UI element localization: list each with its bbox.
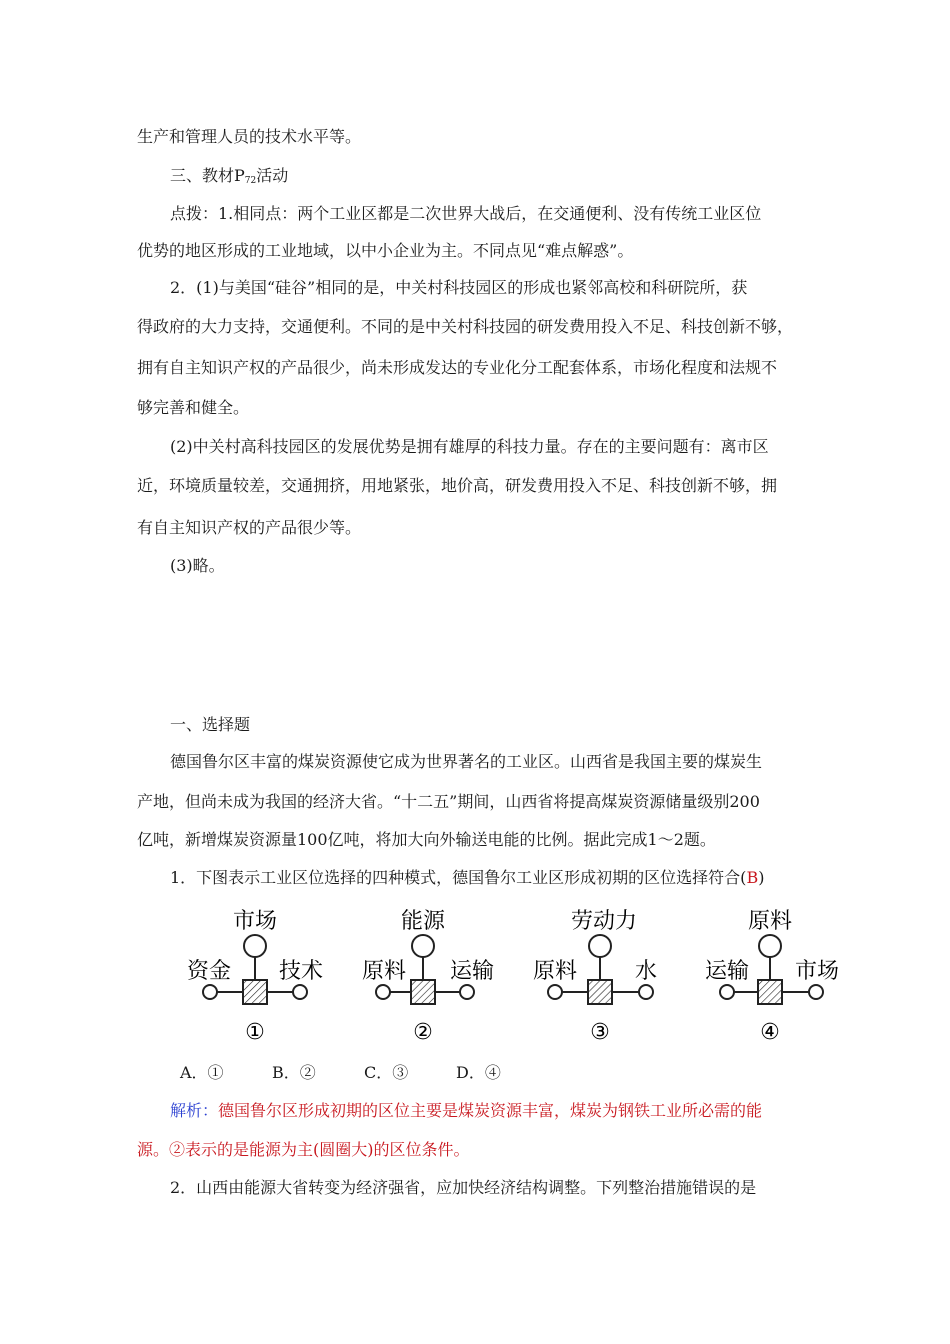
mode-1-top-label: 市场 <box>232 909 278 934</box>
mode-2-top-label: 能源 <box>400 909 446 934</box>
mode-3-left-node <box>548 985 562 999</box>
mode-3 <box>533 909 657 1045</box>
option-d: D．④ <box>456 1063 501 1082</box>
mode-4-top-node <box>759 935 781 957</box>
mode-3-number: ③ <box>590 1020 610 1045</box>
mode-2-top-node <box>412 935 434 957</box>
part-heading-choice: 一、选择题 <box>170 715 251 734</box>
mode-1-number: ① <box>245 1020 265 1045</box>
mode-2-right-node <box>460 985 474 999</box>
answer2b-line-1: (2)中关村高科技园区的发展优势是拥有雄厚的科技力量。存在的主要问题有：离市区 <box>170 437 769 456</box>
mode-1-top-node <box>244 935 266 957</box>
answer2b-line-2: 近，环境质量较差，交通拥挤，用地紧张，地价高，研发费用投入不足、科技创新不够，拥 <box>137 476 778 495</box>
mode-4-top-label: 原料 <box>747 909 793 934</box>
intro-line-3: 亿吨，新增煤炭资源量100亿吨，将加大向外输送电能的比例。据此完成1～2题。 <box>137 830 716 849</box>
analysis-line-1 <box>170 1101 762 1121</box>
answer2-line-1: 2．(1)与美国“硅谷”相同的是，中关村科技园区的形成也紧邻高校和科研院所，获 <box>170 278 748 297</box>
q1-answer: B <box>746 868 759 887</box>
mode-3-factory-square <box>588 980 612 1004</box>
answer2-line-4: 够完善和健全。 <box>137 398 250 417</box>
page-subscript: 72 <box>244 176 257 186</box>
mode-4-right-node <box>809 985 823 999</box>
mode-3-right-node <box>639 985 653 999</box>
location-modes-diagram <box>180 898 845 1048</box>
intro-line-1: 德国鲁尔区丰富的煤炭资源使它成为世界著名的工业区。山西省是我国主要的煤炭生 <box>170 752 763 771</box>
mode-2-right-label: 运输 <box>449 959 495 984</box>
analysis-label: 解析： <box>170 1101 219 1120</box>
mode-3-top-node <box>589 935 611 957</box>
heading-text: 三、教材P <box>170 166 245 185</box>
question-2-stem: 2．山西由能源大省转变为经济强省，应加快经济结构调整。下列整治措施错误的是 <box>170 1178 757 1197</box>
mode-1-left-node <box>203 985 217 999</box>
mode-2-number: ② <box>413 1020 433 1045</box>
answer2c-line: (3)略。 <box>170 556 225 575</box>
point-line-2: 优势的地区形成的工业地域，以中小企业为主。不同点见“难点解惑”。 <box>137 241 634 260</box>
mode-3-top-label: 劳动力 <box>570 909 638 934</box>
point-line-1: 点拨：1.相同点：两个工业区都是二次世界大战后，在交通便利、没有传统工业区位 <box>170 204 762 223</box>
analysis-line-2: 源。②表示的是能源为主(圆圈大)的区位条件。 <box>137 1140 470 1159</box>
mode-4 <box>705 909 839 1045</box>
mode-4-right-label: 市场 <box>794 959 840 984</box>
answer2-line-3: 拥有自主知识产权的产品很少，尚未形成发达的专业化分工配套体系，市场化程度和法规不 <box>137 358 778 377</box>
answer2-line-2: 得政府的大力支持，交通便利。不同的是中关村科技园的研发费用投入不足、科技创新不够， <box>137 317 794 336</box>
mode-2-left-label: 原料 <box>361 959 407 984</box>
section-heading-textbook-activity <box>170 166 288 191</box>
question-1-stem <box>170 868 764 888</box>
continuation-text: 生产和管理人员的技术水平等。 <box>137 127 362 146</box>
analysis-text-1: 德国鲁尔区形成初期的区位主要是煤炭资源丰富，煤炭为钢铁工业所必需的能 <box>218 1101 763 1120</box>
mode-4-number: ④ <box>760 1020 780 1045</box>
mode-2-left-node <box>376 985 390 999</box>
mode-3-right-label: 水 <box>634 959 658 984</box>
q1-stem-text: 1．下图表示工业区位选择的四种模式，德国鲁尔工业区形成初期的区位选择符合( <box>170 868 747 887</box>
mode-1-left-label: 资金 <box>186 959 232 984</box>
option-c: C．③ <box>364 1063 409 1082</box>
mode-1 <box>187 909 323 1045</box>
mode-2 <box>362 909 494 1045</box>
mode-4-left-node <box>720 985 734 999</box>
mode-1-right-label: 技术 <box>278 959 324 984</box>
intro-line-2: 产地，但尚未成为我国的经济大省。“十二五”期间，山西省将提高煤炭资源储量级别200 <box>137 792 760 811</box>
mode-1-right-node <box>293 985 307 999</box>
mode-4-factory-square <box>758 980 782 1004</box>
mode-3-left-label: 原料 <box>532 959 578 984</box>
heading-text-end: 活动 <box>256 166 289 185</box>
option-b: B．② <box>272 1063 316 1082</box>
mode-4-left-label: 运输 <box>704 959 750 984</box>
option-a: A．① <box>180 1063 224 1082</box>
q1-close-paren: ) <box>758 868 765 887</box>
mode-1-factory-square <box>243 980 267 1004</box>
answer2b-line-3: 有自主知识产权的产品很少等。 <box>137 518 362 537</box>
mode-2-factory-square <box>411 980 435 1004</box>
